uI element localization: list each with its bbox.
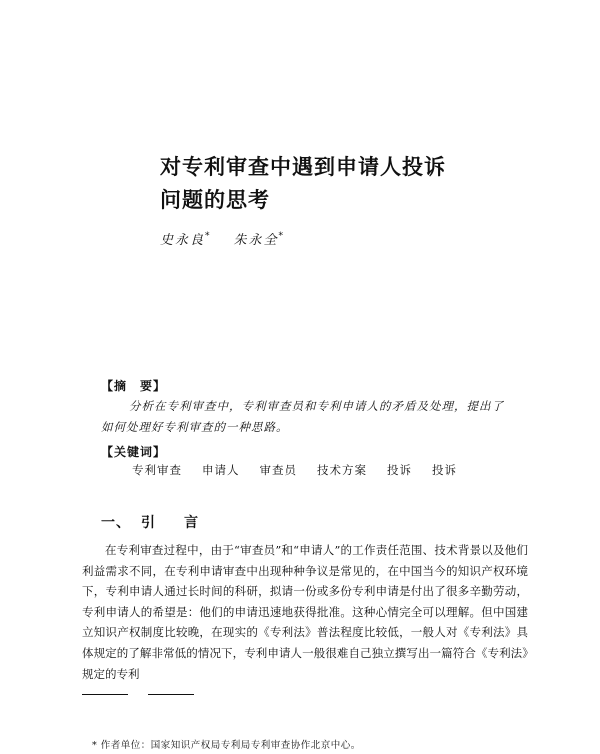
footnote-mark: * xyxy=(92,740,98,751)
keyword: 投诉 xyxy=(432,463,457,477)
keyword: 技术方案 xyxy=(317,463,367,477)
author-list xyxy=(160,229,285,248)
footnote-rule xyxy=(148,694,194,695)
section-title-part: 引 xyxy=(141,515,156,531)
keyword: 申请人 xyxy=(202,463,240,477)
title-line-2: 问题的思考 xyxy=(160,188,270,212)
keyword: 投诉 xyxy=(387,463,412,477)
body-text xyxy=(82,540,528,684)
title-line-1: 对专利审查中遇到申请人投诉 xyxy=(160,155,446,179)
keyword: 专利审查 xyxy=(132,463,182,477)
author-mark: * xyxy=(278,231,286,242)
section-title-part: 言 xyxy=(184,515,199,531)
keyword: 审查员 xyxy=(259,463,297,477)
keywords-list xyxy=(132,462,457,478)
abstract-heading: 【摘 要】 xyxy=(101,379,167,393)
author-name: 朱永全 xyxy=(233,233,279,248)
section-heading xyxy=(101,512,199,532)
author-name: 史永良 xyxy=(160,233,206,248)
footnote-rule xyxy=(82,694,128,695)
author-mark: * xyxy=(205,231,212,242)
footnote-text: 作者单位：国家知识产权局专利局专利审查协作北京中心。 xyxy=(100,740,361,751)
keywords-heading: 【关键词】 xyxy=(101,445,167,459)
section-number: 一、 xyxy=(101,515,131,531)
paragraph: 在专利审查过程中，由于“审查员”和“申请人”的工作责任范围、技术背景以及他们利益需求不同，在专利申请审查中出现种种争议是常见的，在中国当今的知识产权环境下，专利申请人通过长时间的科研，拟请一份或多份专利申请是付出了很多辛勤劳动，专利申请人的希望是：他们的申请迅速地获得批准。这种心情完全可以理解。但中国建立知识产权制度比较晚，在现实的《专利法》普法程度比较低，一般人对《专利法》具体规定的了解非常低的情况下，专利申请人一般很难自己独立撰写出一篇符合《专利法》规定的专利 xyxy=(82,543,528,681)
abstract-text: 分析在专利审查中，专利审查员和专利申请人的矛盾及处理，提出了如何处理好专利审查的一种思路。 xyxy=(101,399,504,434)
paper-title xyxy=(160,151,490,217)
footnote xyxy=(92,737,361,751)
